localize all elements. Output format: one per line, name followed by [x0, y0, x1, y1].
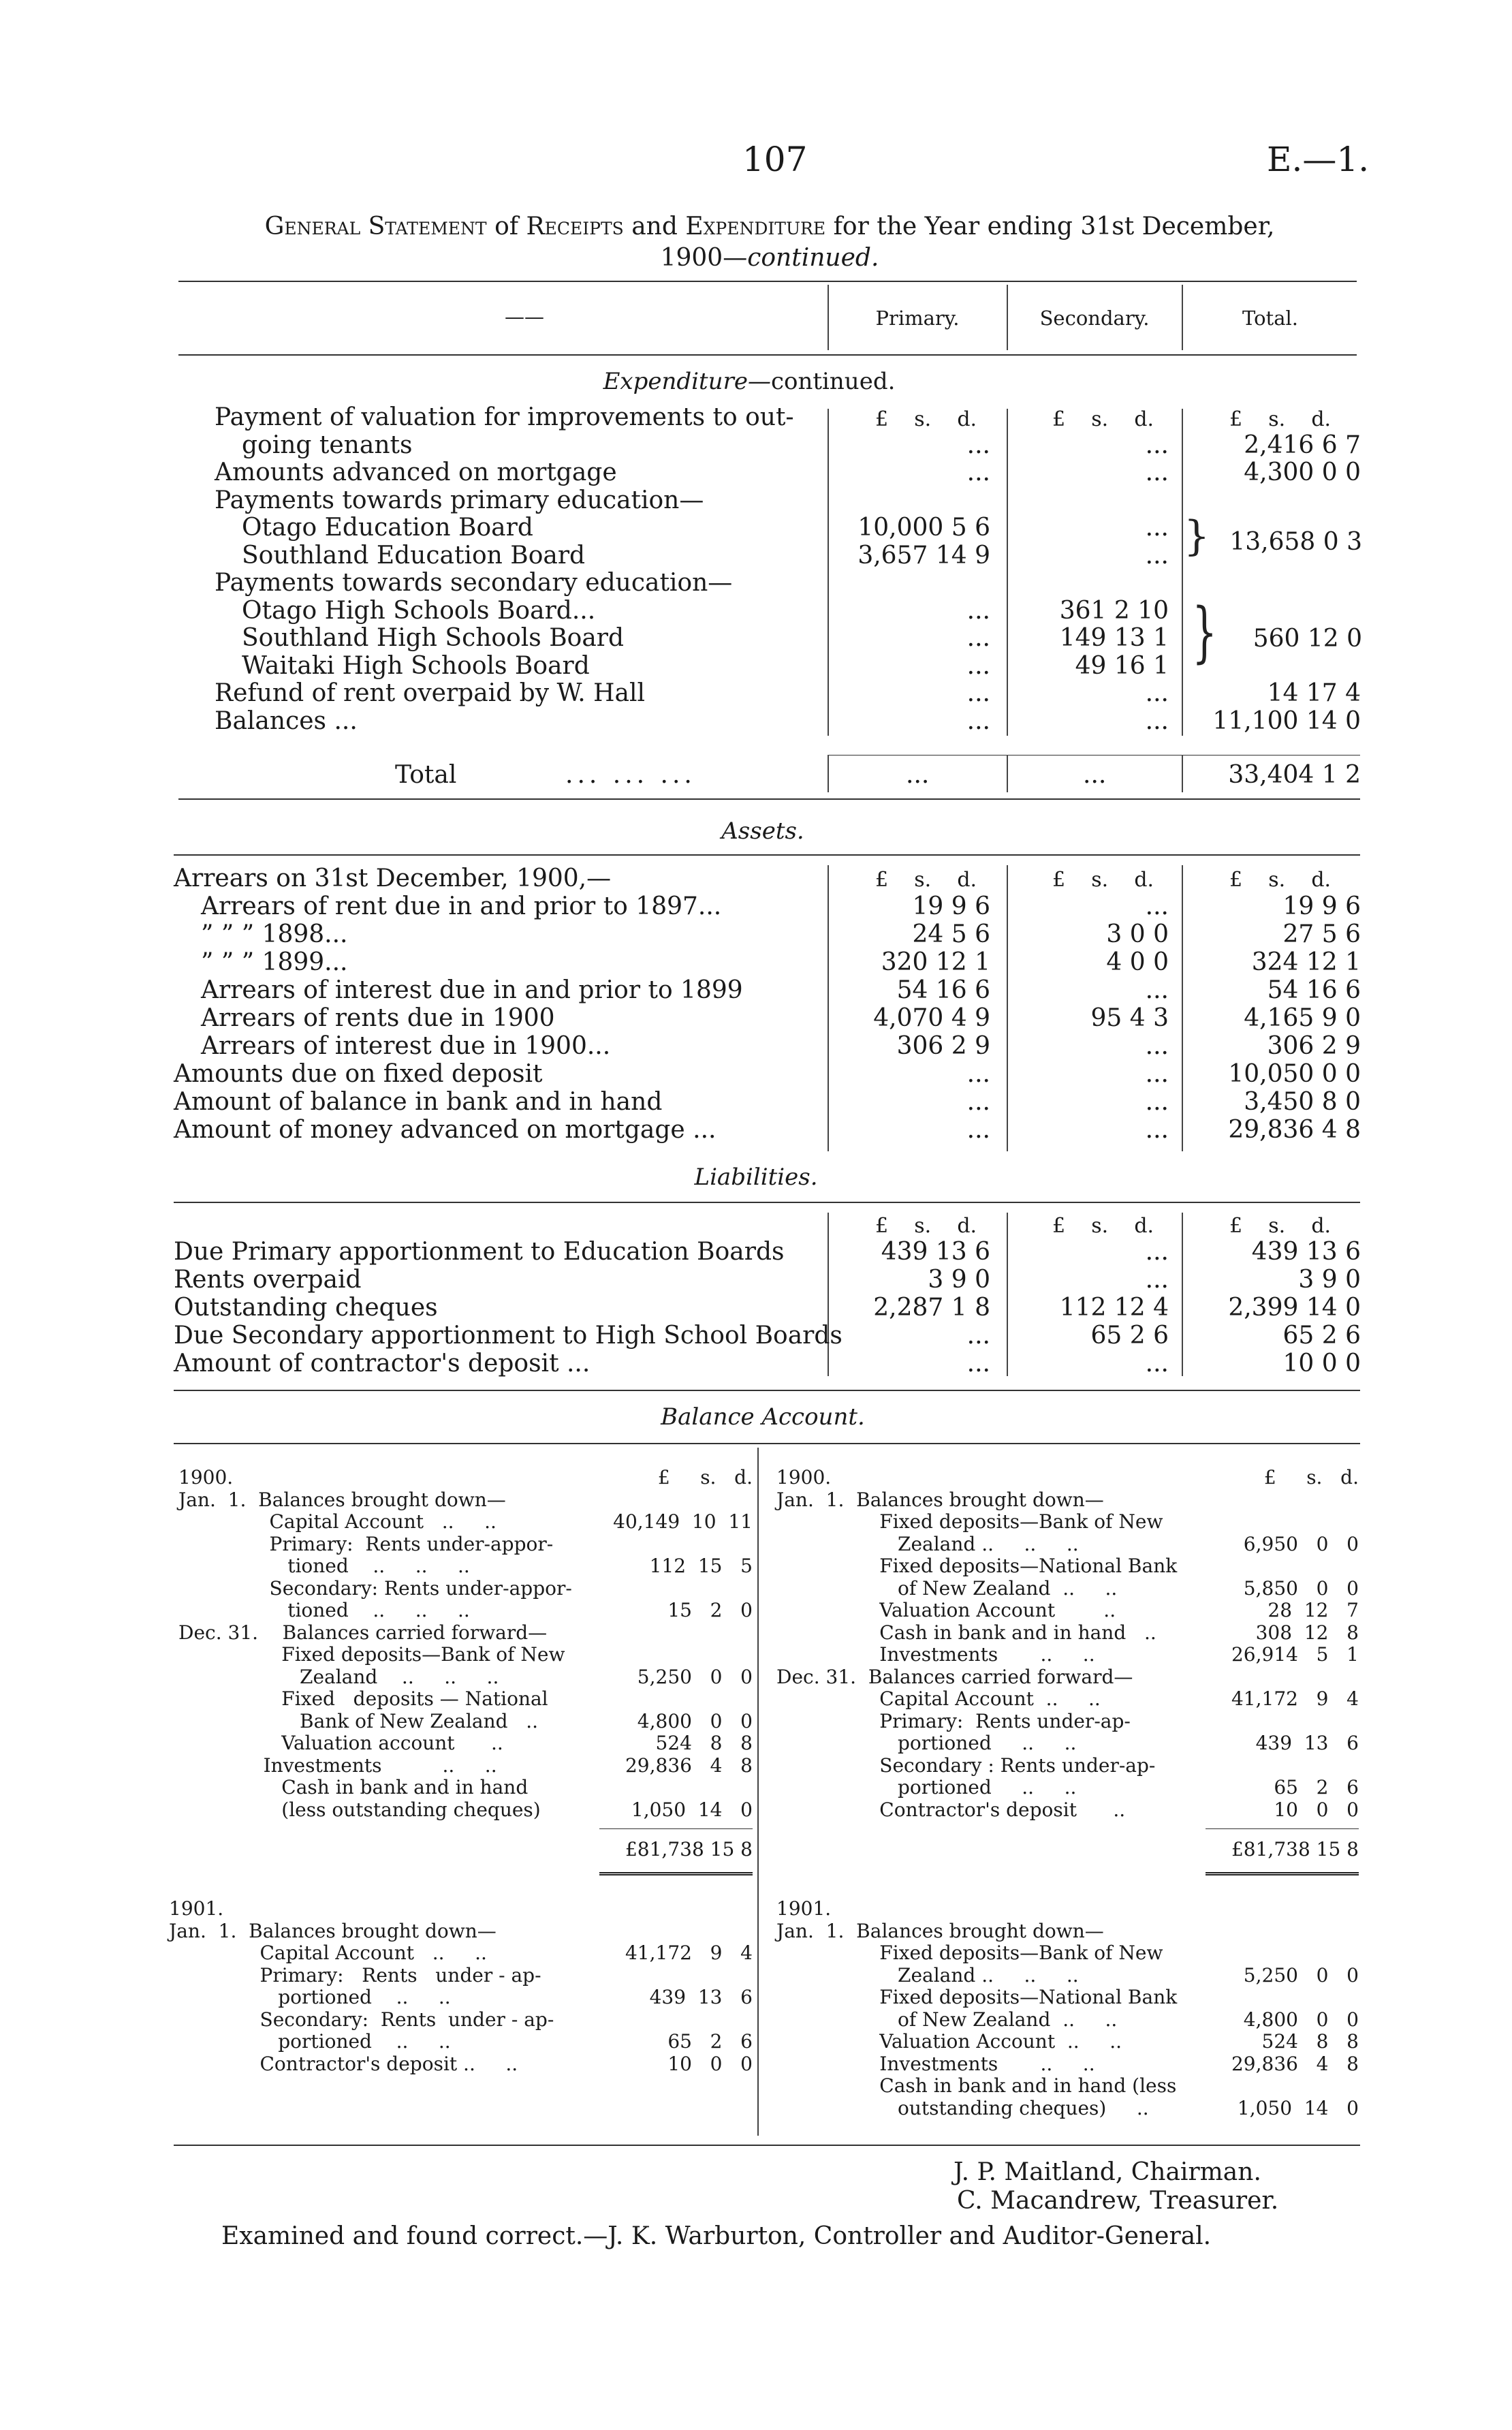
expenditure-primary: ...	[966, 624, 990, 652]
balance-entry-text: Zealand .. .. ..	[776, 1532, 1079, 1555]
left-balance-total: £81,738 15 8	[625, 1838, 753, 1860]
expenditure-primary: ...	[966, 679, 990, 707]
liab-total-currency: £ s. d.	[1229, 1214, 1332, 1238]
balance-entry-text: Bank of New Zealand ..	[178, 1709, 539, 1732]
balance-entry-text: Fixed deposits—National Bank	[776, 1555, 1178, 1577]
asset-label: Arrears on 31st December, 1900,—	[174, 864, 612, 892]
liabilities-bottom-rule	[174, 1390, 1360, 1391]
balance-entry-text: 1900.	[776, 1466, 832, 1489]
balance-entry-text: Jan. 1. Balances brought down—	[169, 1919, 497, 1942]
liab-secondary-currency: £ s. d.	[1052, 1214, 1154, 1238]
expenditure-secondary: 49 16 1	[1075, 651, 1169, 680]
balance-entry-text: Fixed deposits—Bank of New	[178, 1643, 565, 1666]
balance-entry-amount: 524 8 8	[1261, 2030, 1359, 2053]
balance-entry-text: Zealand .. .. ..	[776, 1963, 1079, 1987]
asset-label: Arrears of interest due in 1900...	[201, 1032, 611, 1060]
liability-label: Due Primary apportionment to Education Boards	[174, 1238, 785, 1266]
liability-primary: 3 9 0	[928, 1266, 990, 1294]
asset-primary: 24 5 6	[912, 920, 990, 948]
total-divider-3	[1182, 755, 1183, 792]
liability-primary: 2,287 1 8	[873, 1294, 990, 1322]
liability-primary: ...	[966, 1322, 990, 1350]
balance-entry-amount: 439 13 6	[649, 1986, 753, 2008]
balance-entry-text: Secondary : Rents under-ap-	[776, 1754, 1156, 1777]
expenditure-secondary: ...	[1145, 706, 1169, 735]
balance-account-heading: Balance Account.	[661, 1403, 865, 1431]
expenditure-primary: ...	[966, 706, 990, 735]
asset-row	[0, 977, 1512, 1004]
balance-entry-amount: 65 2 6	[667, 2030, 753, 2053]
expenditure-secondary: ...	[1145, 431, 1169, 459]
asset-row	[0, 949, 1512, 976]
balance-entry-text: Capital Account .. ..	[178, 1510, 497, 1533]
assets-top-rule	[174, 854, 1360, 856]
expenditure-total: 2,416 6 7	[1244, 431, 1361, 459]
right-balance-total: £81,738 15 8	[1231, 1838, 1359, 1860]
expenditure-primary: 10,000 5 6	[857, 514, 990, 542]
balance-entry-amount: 41,172 9 4	[1231, 1687, 1359, 1710]
col-divider-3	[1182, 285, 1183, 350]
asset-primary: ...	[966, 1116, 990, 1144]
total-divider-2	[1007, 755, 1008, 792]
balance-entry-text: Investments .. ..	[776, 1643, 1095, 1666]
balance-entry-text: Jan. 1. Balances brought down—	[776, 1488, 1104, 1511]
asset-label: Amount of money advanced on mortgage ...	[174, 1116, 716, 1144]
assets-heading: Assets.	[721, 817, 804, 845]
balance-entry-amount: £ s. d.	[657, 1466, 753, 1489]
column-header-secondary: Secondary.	[1039, 307, 1150, 330]
expenditure-secondary: ...	[1145, 458, 1169, 486]
balance-entry-amount: 5,850 0 0	[1243, 1576, 1359, 1600]
expenditure-row	[0, 597, 1512, 625]
balance-entry-text: Cash in bank and in hand	[178, 1776, 529, 1798]
asset-secondary: ...	[1145, 1032, 1169, 1060]
expenditure-primary: ...	[966, 458, 990, 486]
balance-entry-text: portioned .. ..	[776, 1776, 1077, 1798]
balance-entry-text: Secondary: Rents under-appor-	[178, 1576, 572, 1600]
expenditure-total: 11,100 14 0	[1212, 706, 1361, 735]
balance-entry-amount: 439 13 6	[1255, 1732, 1359, 1754]
expenditure-primary: 3,657 14 9	[857, 541, 990, 570]
liability-row	[0, 1350, 1512, 1377]
exp-secondary-currency: £ s. d.	[1052, 407, 1154, 431]
asset-label: Arrears of rent due in and prior to 1897...	[201, 892, 722, 920]
title-and: and	[631, 213, 678, 240]
expenditure-label: Otago High Schools Board...	[242, 596, 596, 625]
asset-primary: 4,070 4 9	[873, 1004, 990, 1032]
asset-row	[0, 865, 1512, 892]
asset-row	[0, 921, 1512, 948]
liability-secondary: 112 12 4	[1059, 1294, 1169, 1322]
balance-entry-amount: 5,250 0 0	[637, 1665, 753, 1688]
asset-secondary: ...	[1145, 1060, 1169, 1088]
balance-entry-amount: £ s. d.	[1263, 1466, 1359, 1489]
asset-row	[0, 1117, 1512, 1144]
asset-label: Arrears of rents due in 1900	[201, 1004, 555, 1032]
header-bottom-rule	[178, 354, 1357, 356]
asset-row	[0, 893, 1512, 920]
balance-entry-text: Dec. 31. Balances carried forward—	[178, 1621, 548, 1644]
balance-entry-text: Capital Account .. ..	[169, 1942, 487, 1964]
balance-entry-text: Primary: Rents under-appor-	[178, 1532, 554, 1555]
asset-label: Amount of balance in bank and in hand	[174, 1088, 663, 1116]
asset-primary: 54 16 6	[896, 976, 990, 1004]
assets-total-currency: £ s. d.	[1229, 868, 1332, 892]
asset-row	[0, 1089, 1512, 1116]
balance-entry-text: Cash in bank and in hand ..	[776, 1621, 1156, 1644]
liability-row	[0, 1239, 1512, 1266]
title-part2: Receipts	[526, 213, 624, 240]
expenditure-total: 14 17 4	[1267, 679, 1361, 707]
asset-label: Arrears of interest due in and prior to 1899	[201, 976, 743, 1004]
balance-entry-text: Jan. 1. Balances brought down—	[776, 1919, 1104, 1942]
balance-entry-text: Fixed deposits—Bank of New	[776, 1510, 1163, 1533]
column-header-total: Total.	[1242, 307, 1298, 330]
balance-entry-amount: 112 15 5	[649, 1555, 753, 1577]
signature-treasurer: C. Macandrew, Treasurer.	[957, 2187, 1279, 2215]
column-header-blank: ——	[505, 305, 544, 328]
asset-row	[0, 1033, 1512, 1060]
expenditure-row	[0, 432, 1512, 459]
auditor-statement: Examined and found correct.—J. K. Warburton, Controller and Auditor-General.	[221, 2222, 1212, 2250]
expenditure-label: Southland Education Board	[242, 541, 586, 570]
expenditure-row	[0, 653, 1512, 680]
balance-entry-text: (less outstanding cheques)	[178, 1798, 541, 1821]
liabilities-heading: Liabilities.	[694, 1164, 818, 1191]
expenditure-label: going tenants	[242, 431, 413, 459]
expenditure-label: Southland High Schools Board	[242, 624, 625, 652]
expenditure-secondary: ...	[1145, 541, 1169, 570]
header-top-rule	[178, 281, 1357, 282]
balance-entry-text: outstanding cheques) ..	[776, 2096, 1149, 2119]
liability-row	[0, 1294, 1512, 1322]
title-year: 1900—	[660, 244, 748, 272]
expenditure-label: Refund of rent overpaid by W. Hall	[215, 679, 645, 707]
liability-total: 65 2 6	[1282, 1322, 1361, 1350]
signature-chairman: J. P. Maitland, Chairman.	[954, 2158, 1261, 2186]
expenditure-label: Amounts advanced on mortgage	[215, 458, 617, 486]
asset-total: 4,165 9 0	[1244, 1004, 1361, 1032]
balance-entry-text: portioned .. ..	[776, 1732, 1077, 1754]
expenditure-total: 4,300 0 0	[1244, 458, 1361, 486]
liability-total: 439 13 6	[1251, 1238, 1361, 1266]
asset-secondary: ...	[1145, 976, 1169, 1004]
expenditure-row	[0, 459, 1512, 486]
col-divider-1	[828, 285, 829, 350]
balance-entry-amount: 29,836 4 8	[1231, 2052, 1359, 2075]
asset-primary: ...	[966, 1060, 990, 1088]
asset-primary: 320 12 1	[881, 948, 990, 976]
balance-entry-text: Cash in bank and in hand (less	[776, 2074, 1177, 2097]
expenditure-row	[0, 570, 1512, 597]
balance-entry-amount: 4,800 0 0	[1243, 2008, 1359, 2031]
asset-total: 27 5 6	[1282, 920, 1361, 948]
asset-label: Amounts due on fixed deposit	[174, 1060, 543, 1088]
balance-entry-amount: 26,914 5 1	[1231, 1643, 1359, 1666]
asset-secondary: 3 0 0	[1106, 920, 1169, 948]
liability-total: 2,399 14 0	[1228, 1294, 1361, 1322]
balance-entry-text: Investments .. ..	[776, 2052, 1095, 2075]
expenditure-primary: ...	[966, 596, 990, 625]
balance-entry-amount: 308 12 8	[1255, 1621, 1359, 1644]
asset-total: 19 9 6	[1282, 892, 1361, 920]
left-total-top-rule	[599, 1828, 753, 1829]
title-part3: Expenditure	[685, 213, 826, 240]
balance-entry-text: 1901.	[776, 1897, 832, 1920]
title-rest: for the Year ending 31st December,	[833, 213, 1275, 240]
expenditure-heading: Expenditure—continued.	[603, 368, 896, 395]
asset-secondary: 95 4 3	[1090, 1004, 1169, 1032]
balance-entry-text: 1901.	[169, 1897, 224, 1920]
balance-bottom-rule	[174, 2145, 1360, 2146]
balance-entry-text: Primary: Rents under-ap-	[776, 1709, 1131, 1732]
expenditure-secondary: ...	[1145, 679, 1169, 707]
expenditure-total-row	[0, 762, 1512, 789]
total-secondary: ...	[1083, 761, 1107, 789]
balance-entry-amount: 41,172 9 4	[625, 1942, 753, 1964]
liability-label: Outstanding cheques	[174, 1294, 438, 1322]
total-value: 33,404 1 2	[1228, 761, 1361, 789]
liability-primary: 439 13 6	[881, 1238, 990, 1266]
liability-secondary: ...	[1145, 1238, 1169, 1266]
expenditure-primary: ...	[966, 431, 990, 459]
balance-entry-amount: 10 0 0	[1274, 1798, 1359, 1821]
expenditure-row	[0, 404, 1512, 431]
liability-row	[0, 1322, 1512, 1350]
asset-secondary: ...	[1145, 1116, 1169, 1144]
expenditure-row	[0, 680, 1512, 707]
asset-total: 324 12 1	[1251, 948, 1361, 976]
balance-center-divider	[757, 1448, 759, 2136]
total-primary: ...	[906, 761, 930, 789]
liability-primary: ...	[966, 1350, 990, 1377]
asset-row	[0, 1061, 1512, 1088]
expenditure-label: Payments towards primary education—	[215, 486, 704, 514]
liability-total: 10 0 0	[1282, 1350, 1361, 1377]
assets-primary-currency: £ s. d.	[875, 868, 977, 892]
section-code: E.—1.	[1267, 140, 1370, 179]
document-title	[177, 211, 1362, 274]
balance-entry-text: Fixed deposits—Bank of New	[776, 1942, 1163, 1964]
asset-row	[0, 1005, 1512, 1032]
balance-entry-text: Dec. 31. Balances carried forward—	[776, 1665, 1133, 1688]
balance-entry-text: tioned .. .. ..	[178, 1599, 470, 1621]
expenditure-secondary: 149 13 1	[1059, 624, 1169, 652]
balance-entry-text: Investments .. ..	[178, 1754, 497, 1777]
balance-entry-text: Fixed deposits — National	[178, 1687, 548, 1710]
balance-entry-text: Secondary: Rents under - ap-	[169, 2008, 554, 2031]
title-of: of	[494, 213, 519, 240]
balance-entry-amount: 15 2 0	[667, 1599, 753, 1621]
liability-secondary: 65 2 6	[1090, 1322, 1169, 1350]
right-total-top-rule	[1206, 1828, 1359, 1829]
secondary-brace: }	[1192, 594, 1217, 670]
balance-entry-amount: 28 12 7	[1267, 1599, 1359, 1621]
expenditure-label: Balances ...	[215, 706, 358, 735]
balance-entry-text: Contractor's deposit .. ..	[169, 2052, 518, 2075]
exp-total-rule	[829, 755, 1360, 756]
liability-label: Due Secondary apportionment to High School Boards	[174, 1322, 842, 1350]
primary-group-total: 13,658 0 3	[1229, 528, 1362, 556]
liability-row	[0, 1266, 1512, 1294]
asset-primary: 306 2 9	[896, 1032, 990, 1060]
total-divider-1	[828, 755, 829, 792]
balance-top-rule	[174, 1443, 1360, 1444]
balance-entry-text: tioned .. .. ..	[178, 1555, 470, 1577]
asset-total: 3,450 8 0	[1244, 1088, 1361, 1116]
liability-total: 3 9 0	[1298, 1266, 1361, 1294]
balance-entry-amount: 4,800 0 0	[637, 1709, 753, 1732]
left-total-double-rule	[599, 1872, 753, 1875]
balance-entry-amount: 10 0 0	[667, 2052, 753, 2075]
balance-entry-text: 1900.	[178, 1466, 234, 1489]
expenditure-row	[0, 487, 1512, 514]
liability-label: Rents overpaid	[174, 1266, 362, 1294]
asset-label: ” ” ” 1899...	[201, 948, 348, 976]
title-continued: continued.	[747, 244, 879, 272]
asset-total: 10,050 0 0	[1228, 1060, 1361, 1088]
asset-secondary: ...	[1145, 1088, 1169, 1116]
asset-secondary: ...	[1145, 892, 1169, 920]
balance-entry-text: Valuation Account ..	[776, 1599, 1116, 1621]
asset-total: 29,836 4 8	[1228, 1116, 1361, 1144]
column-header-primary: Primary.	[875, 307, 960, 330]
liability-secondary: ...	[1145, 1266, 1169, 1294]
balance-entry-text: of New Zealand .. ..	[776, 1576, 1118, 1600]
asset-label: ” ” ” 1898...	[201, 920, 348, 948]
right-total-double-rule	[1206, 1872, 1359, 1875]
asset-primary: 19 9 6	[912, 892, 990, 920]
expenditure-row	[0, 708, 1512, 735]
total-label: Total	[395, 761, 457, 789]
balance-entry-amount: 524 8 8	[655, 1732, 753, 1754]
secondary-group-total: 560 12 0	[1253, 625, 1362, 653]
balance-entry-amount: 6,950 0 0	[1243, 1532, 1359, 1555]
asset-primary: ...	[966, 1088, 990, 1116]
balance-entry-text: of New Zealand .. ..	[776, 2008, 1118, 2031]
balance-entry-amount: 40,149 10 11	[613, 1510, 753, 1533]
liabilities-top-rule	[174, 1202, 1360, 1203]
balance-entry-amount: 1,050 14 0	[1237, 2096, 1359, 2119]
balance-entry-text: Valuation Account .. ..	[776, 2030, 1122, 2053]
expenditure-label: Payment of valuation for improvements to out-	[215, 403, 794, 431]
expenditure-label: Waitaki High Schools Board	[242, 651, 590, 680]
expenditure-secondary: ...	[1145, 514, 1169, 542]
balance-entry-amount: 65 2 6	[1274, 1776, 1359, 1798]
balance-entry-amount: 29,836 4 8	[625, 1754, 753, 1777]
balance-entry-amount: 5,250 0 0	[1243, 1963, 1359, 1987]
liab-primary-currency: £ s. d.	[875, 1214, 977, 1238]
expenditure-label: Otago Education Board	[242, 514, 533, 542]
liability-label: Amount of contractor's deposit ...	[174, 1350, 590, 1377]
liability-secondary: ...	[1145, 1350, 1169, 1377]
balance-entry-text: Valuation account ..	[178, 1732, 503, 1754]
balance-entry-text: portioned .. ..	[169, 2030, 451, 2053]
expenditure-primary: ...	[966, 651, 990, 680]
expenditure-secondary: 361 2 10	[1059, 596, 1169, 625]
expenditure-label: Payments towards secondary education—	[215, 569, 733, 597]
exp-bottom-rule	[178, 798, 1360, 800]
assets-secondary-currency: £ s. d.	[1052, 868, 1154, 892]
balance-entry-amount: 1,050 14 0	[631, 1798, 753, 1821]
balance-entry-text: portioned .. ..	[169, 1986, 451, 2008]
asset-total: 306 2 9	[1267, 1032, 1361, 1060]
exp-primary-currency: £ s. d.	[875, 407, 977, 431]
page-number: 107	[742, 140, 808, 179]
exp-total-currency: £ s. d.	[1229, 407, 1332, 431]
balance-entry-text: Zealand .. .. ..	[178, 1665, 499, 1688]
title-part1: General Statement	[264, 213, 487, 240]
primary-brace: }	[1184, 512, 1210, 560]
asset-total: 54 16 6	[1267, 976, 1361, 1004]
total-leader: ... ... ...	[565, 761, 696, 789]
balance-entry-text: Jan. 1. Balances brought down—	[178, 1488, 506, 1511]
asset-secondary: 4 0 0	[1106, 948, 1169, 976]
balance-entry-text: Capital Account .. ..	[776, 1687, 1101, 1710]
balance-entry-text: Primary: Rents under - ap-	[169, 1963, 541, 1987]
balance-entry-text: Fixed deposits—National Bank	[776, 1986, 1178, 2008]
balance-entry-text: Contractor's deposit ..	[776, 1798, 1126, 1821]
